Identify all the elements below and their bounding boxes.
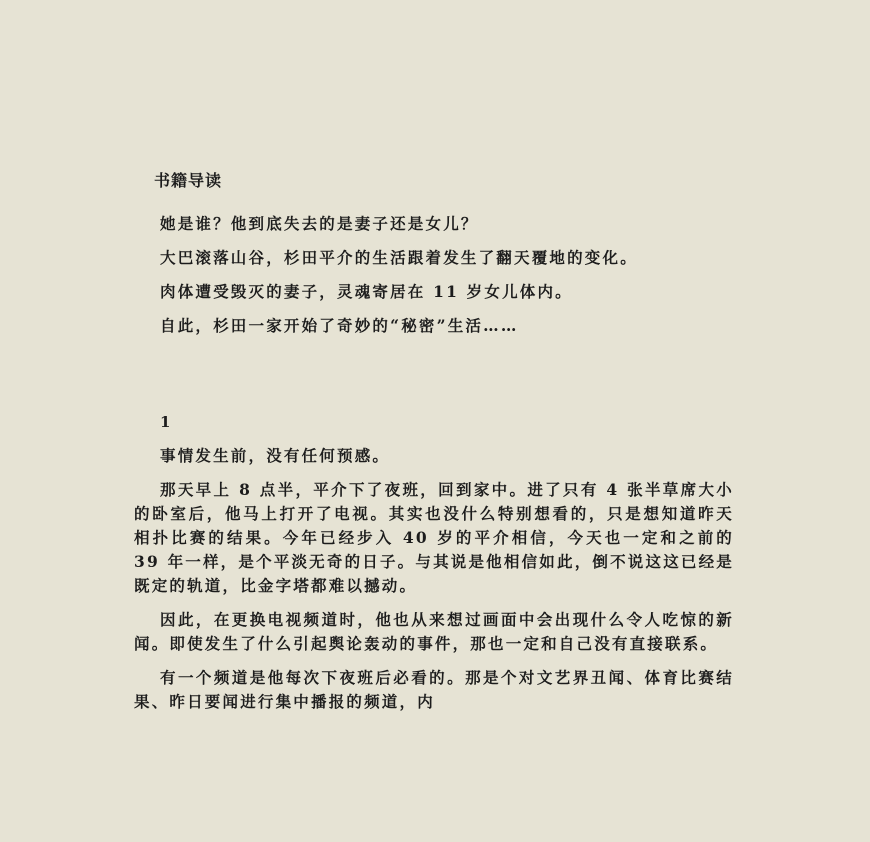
intro-paragraph: 她是谁？他到底失去的是妻子还是女儿？ xyxy=(160,214,479,233)
chapter-paragraph: 那天早上 8 点半，平介下了夜班，回到家中。进了只有 4 张半草席大小的卧室后，他马上打开了电视。其实也没什么特别想看的，只是想知道昨天相扑比赛的结果。今年已经步入 40 岁的平介相信，今天也一定和之前的 39 年一样，是个平淡无奇的日子。与其说是他相信如此，倒不说这这已经是既定的轨道，比金字塔都难以撼动。 xyxy=(134,480,734,595)
intro-paragraph: 自此，杉田一家开始了奇妙的“秘密”生活…… xyxy=(160,316,519,335)
book-page xyxy=(134,168,734,724)
chapter-paragraph: 事情发生前，没有任何预感。 xyxy=(160,446,391,465)
section-spacer xyxy=(134,348,734,410)
intro-paragraph: 肉体遭受毁灭的妻子，灵魂寄居在 11 岁女儿体内。 xyxy=(160,282,573,301)
chapter-number: 1 xyxy=(160,413,171,431)
chapter-paragraph: 因此，在更换电视频道时，他也从来想过画面中会出现什么令人吃惊的新闻。即使发生了什么引起舆论轰动的事件，那也一定和自己没有直接联系。 xyxy=(134,610,734,653)
intro-paragraph: 大巴滚落山谷，杉田平介的生活跟着发生了翻天覆地的变化。 xyxy=(160,248,638,267)
chapter-paragraph: 有一个频道是他每次下夜班后必看的。那是个对文艺界丑闻、体育比赛结果、昨日要闻进行集中播报的频道，内 xyxy=(134,668,734,711)
section-title: 书籍导读 xyxy=(154,171,223,190)
